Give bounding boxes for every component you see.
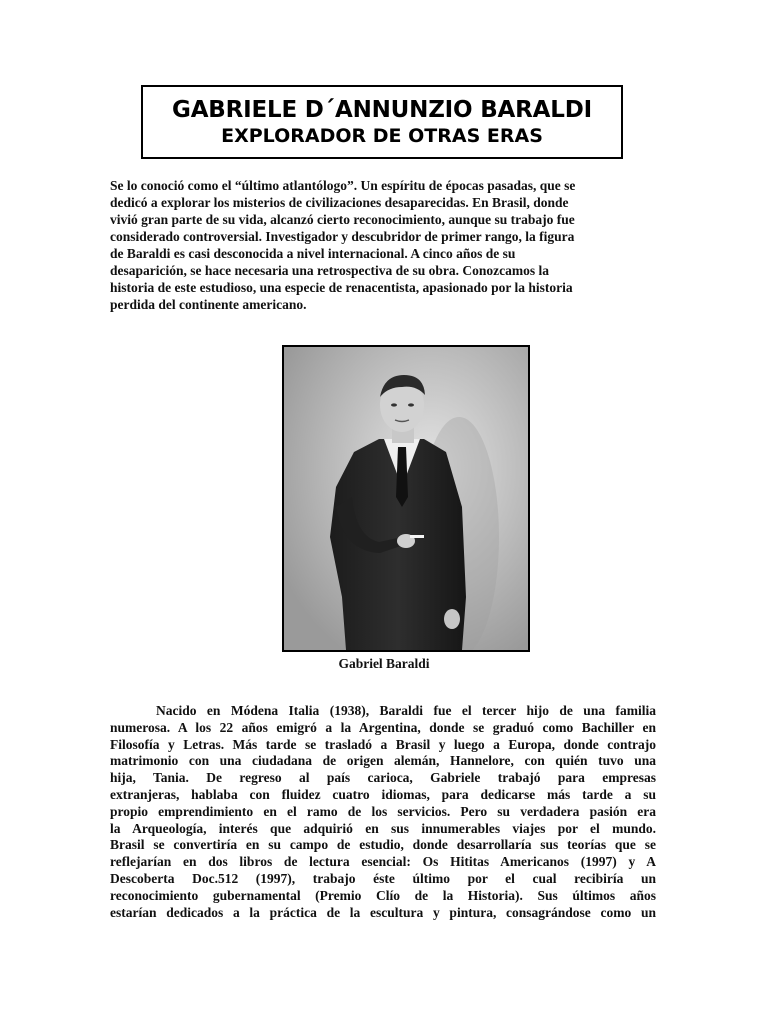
body-line: matrimonio con una ciudadana de origen alemán, Hannelore, con quién tuvo una xyxy=(110,753,656,769)
intro-line: Se lo conoció como el “último atlantólogo”. Un espíritu de épocas pasadas, que se xyxy=(110,178,576,193)
body-line: Descoberta Doc.512 (1997), trabajo éste último por el cual recibiría un xyxy=(110,870,656,886)
intro-paragraph xyxy=(110,177,670,313)
body-line: Nacido en Módena Italia (1938), Baraldi fue el tercer hijo de una familia xyxy=(156,703,656,718)
intro-line: considerado controversial. Investigador y descubridor de primer rango, la figura xyxy=(110,229,575,244)
body-line: hija, Tania. De regreso al país carioca, Gabriele trabajó para empresas xyxy=(110,770,656,786)
document-title: GABRIELE D´ANNUNZIO BARALDI xyxy=(172,97,592,123)
portrait-photo xyxy=(282,345,530,652)
title-box xyxy=(141,85,623,159)
portrait-figure xyxy=(284,347,528,650)
document-subtitle: EXPLORADOR DE OTRAS ERAS xyxy=(221,125,543,147)
intro-line: perdida del continente americano. xyxy=(110,297,307,312)
intro-line: de Baraldi es casi desconocida a nivel internacional. A cinco años de su xyxy=(110,246,516,261)
body-line: Filosofía y Letras. Más tarde se trasladó a Brasil y luego a Europa, donde contrajo xyxy=(110,736,656,752)
body-line: propio emprendimiento en el ramo de los servicios. Pero su verdadera pasión era xyxy=(110,803,656,819)
body-line: reconocimiento gubernamental (Premio Clío de la Historia). Sus últimos años xyxy=(110,887,656,903)
intro-line: vivió gran parte de su vida, alcanzó cierto reconocimiento, aunque su trabajo fue xyxy=(110,212,575,227)
intro-line: historia de este estudioso, una especie de renacentista, apasionado por la historia xyxy=(110,280,573,295)
body-paragraph xyxy=(110,703,656,921)
body-line: la Arqueología, interés que adquirió en sus innumerables viajes por el mundo. xyxy=(110,820,656,836)
intro-line: desaparición, se hace necesaria una retrospectiva de su obra. Conozcamos la xyxy=(110,263,549,278)
intro-line: dedicó a explorar los misterios de civilizaciones desaparecidas. En Brasil, donde xyxy=(110,195,569,210)
body-line: numerosa. A los 22 años emigró a la Argentina, donde se graduó como Bachiller en xyxy=(110,719,656,735)
body-line: Brasil se convertiría en su campo de estudio, donde desarrollaría sus teorías que se xyxy=(110,837,656,853)
body-line: estarían dedicados a la práctica de la escultura y pintura, consagrándose como un xyxy=(110,904,656,920)
body-line: reflejarían en dos libros de lectura esencial: Os Hititas Americanos (1997) y A xyxy=(110,854,656,870)
body-line: extranjeras, hablaba con fluidez cuatro idiomas, para dedicarse más tarde a su xyxy=(110,786,656,802)
photo-caption: Gabriel Baraldi xyxy=(338,656,430,671)
